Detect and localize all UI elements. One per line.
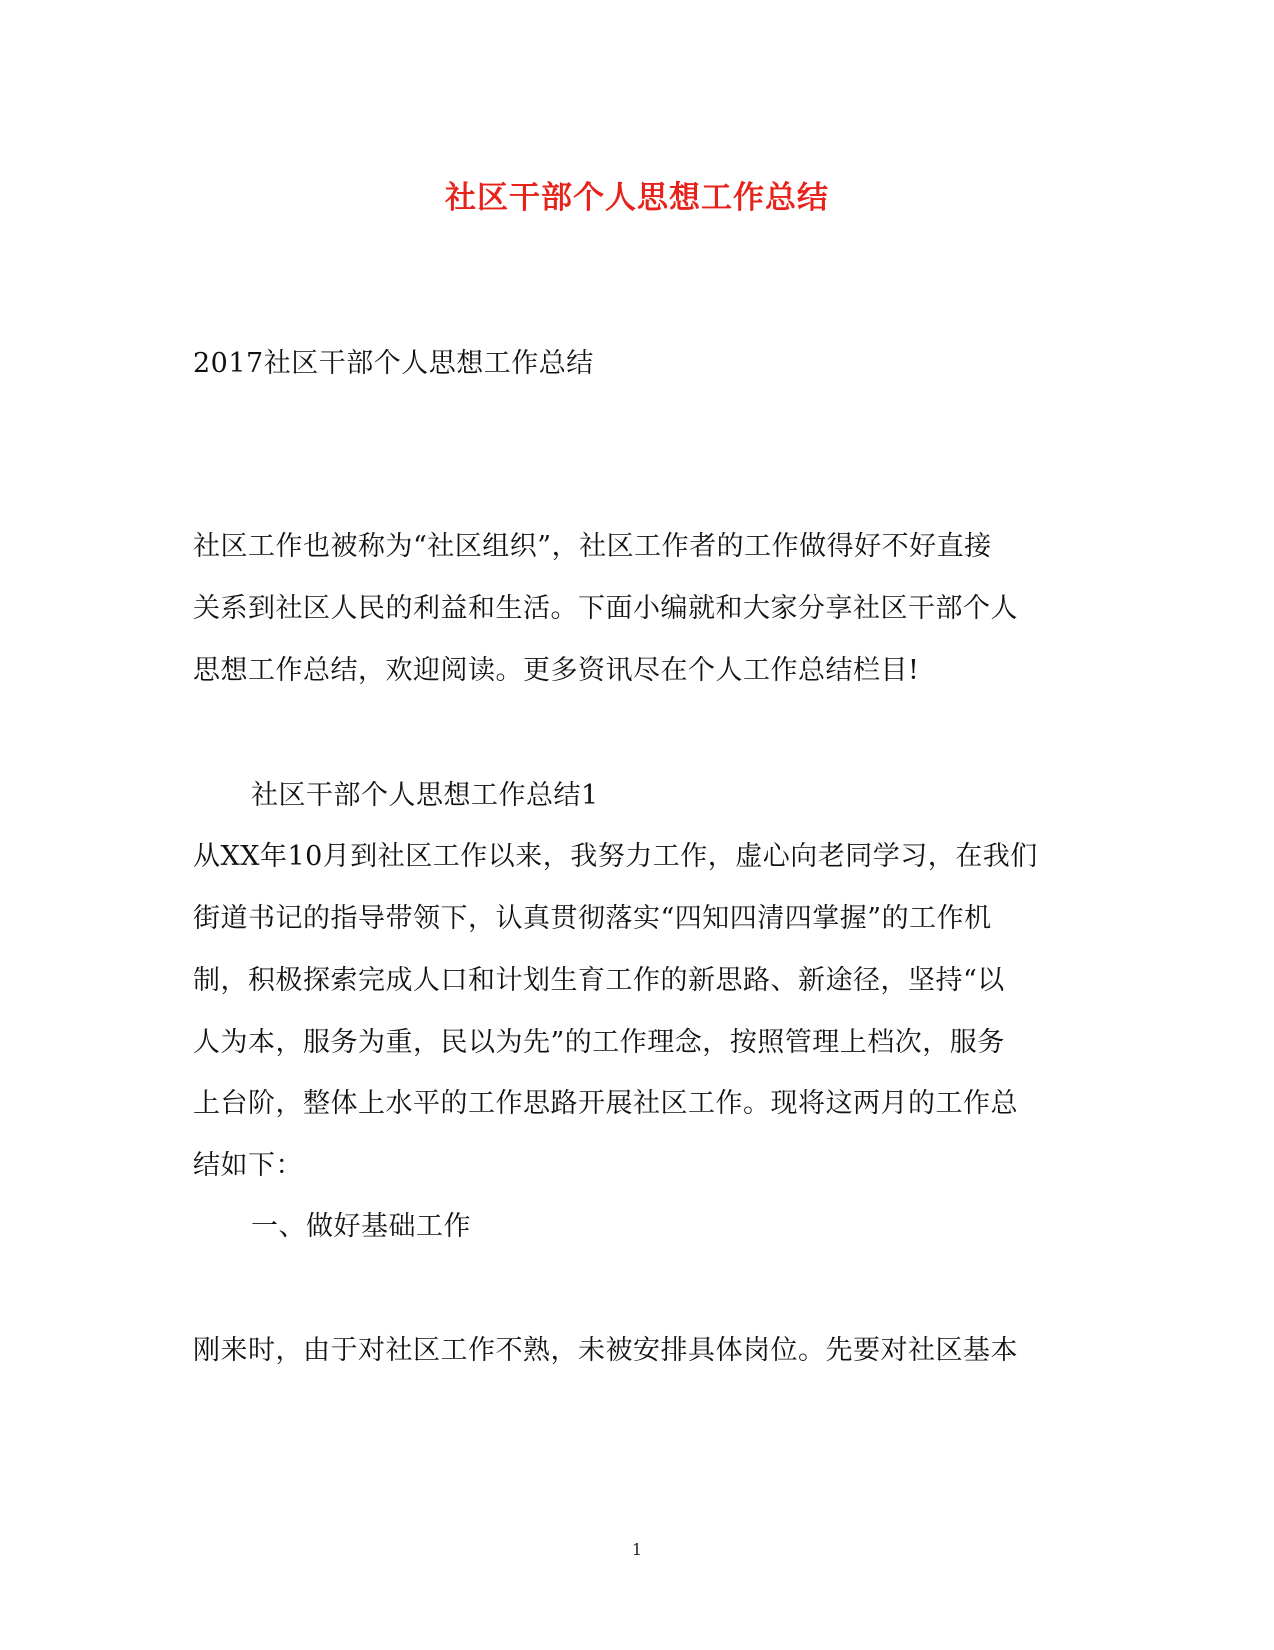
document-title: 社区干部个人思想工作总结: [445, 180, 829, 216]
intro-line-2: 关系到社区人民的利益和生活。下面小编就和大家分享社区干部个人: [193, 593, 1018, 624]
body-line-1: 从XX年10月到社区工作以来，我努力工作，虚心向老同学习，在我们: [193, 841, 1038, 872]
intro-line-1: 社区工作也被称为“社区组织”，社区工作者的工作做得好不好直接: [193, 531, 992, 562]
section-heading: 社区干部个人思想工作总结1: [251, 780, 599, 811]
body-line-2: 街道书记的指导带领下，认真贯彻落实“四知四清四掌握”的工作机: [193, 903, 992, 934]
document-subtitle: 2017社区干部个人思想工作总结: [193, 348, 594, 379]
body-line-4: 人为本，服务为重，民以为先”的工作理念，按照管理上档次，服务: [193, 1027, 1005, 1058]
item-body-line-1: 刚来时，由于对社区工作不熟，未被安排具体岗位。先要对社区基本: [193, 1335, 1018, 1366]
body-line-6: 结如下：: [193, 1150, 303, 1181]
body-line-3: 制，积极探索完成人口和计划生育工作的新思路、新途径，坚持“以: [193, 965, 1005, 996]
item-heading: 一、做好基础工作: [251, 1211, 471, 1242]
body-line-5: 上台阶，整体上水平的工作思路开展社区工作。现将这两月的工作总: [193, 1088, 1018, 1119]
page-number: 1: [631, 1540, 643, 1559]
intro-line-3: 思想工作总结，欢迎阅读。更多资讯尽在个人工作总结栏目!: [193, 655, 920, 686]
